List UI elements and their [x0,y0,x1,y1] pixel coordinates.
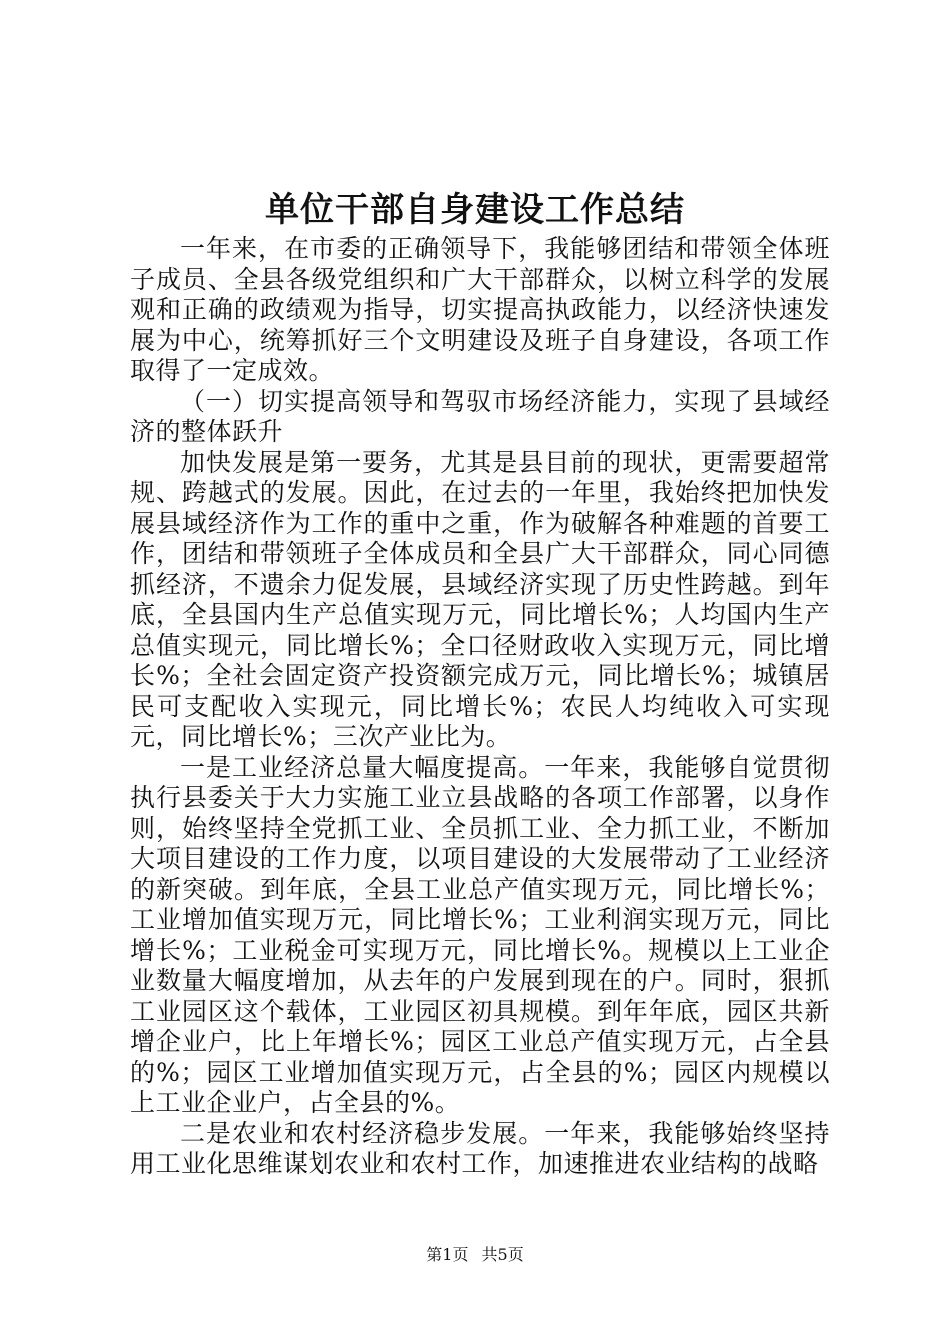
document-body [130,234,830,1180]
page-total: 共5页 [481,1245,524,1264]
paragraph-section-heading: （一）切实提高领导和驾驭市场经济能力，实现了县域经济的整体跃升 [130,386,830,446]
paragraph-agriculture: 二是农业和农村经济稳步发展。一年来，我能够始终坚持用工业化思维谋划农业和农村工作，加速推进农业结构的战略 [130,1118,830,1178]
page-footer [0,1244,950,1266]
paragraph-economy: 加快发展是第一要务，尤其是县目前的现状，更需要超常规、跨越式的发展。因此，在过去的一年里，我始终把加快发展县域经济作为工作的重中之重，作为破解各种难题的首要工作，团结和带领班子全体成员和全县广大干部群众，同心同德抓经济，不遗余力促发展，县域经济实现了历史性跨越。到年底，全县国内生产总值实现万元，同比增长%；人均国内生产总值实现元，同比增长%；全口径财政收入实现万元，同比增长%；全社会固定资产投资额完成万元，同比增长%；城镇居民可支配收入实现元，同比增长%；农民人均纯收入可实现元，同比增长%；三次产业比为。 [130,447,830,751]
paragraph-industry: 一是工业经济总量大幅度提高。一年来，我能够自觉贯彻执行县委关于大力实施工业立县战略的各项工作部署，以身作则，始终坚持全党抓工业、全员抓工业、全力抓工业，不断加大项目建设的工作力度，以项目建设的大发展带动了工业经济的新突破。到年底，全县工业总产值实现万元，同比增长%；工业增加值实现万元，同比增长%；工业利润实现万元，同比增长%；工业税金可实现万元，同比增长%。规模以上工业企业数量大幅度增加，从去年的户发展到现在的户。同时，狠抓工业园区这个载体，工业园区初具规模。到年年底，园区共新增企业户，比上年增长%；园区工业总产值实现万元，占全县的%；园区工业增加值实现万元，占全县的%；园区内规模以上工业企业户，占全县的%。 [130,752,830,1117]
paragraph-intro: 一年来，在市委的正确领导下，我能够团结和带领全体班子成员、全县各级党组织和广大干部群众，以树立科学的发展观和正确的政绩观为指导，切实提高执政能力，以经济快速发展为中心，统筹抓好三个文明建设及班子自身建设，各项工作取得了一定成效。 [130,234,830,385]
page-number: 第1页 [426,1245,469,1264]
document-title: 单位干部自身建设工作总结 [265,190,685,230]
